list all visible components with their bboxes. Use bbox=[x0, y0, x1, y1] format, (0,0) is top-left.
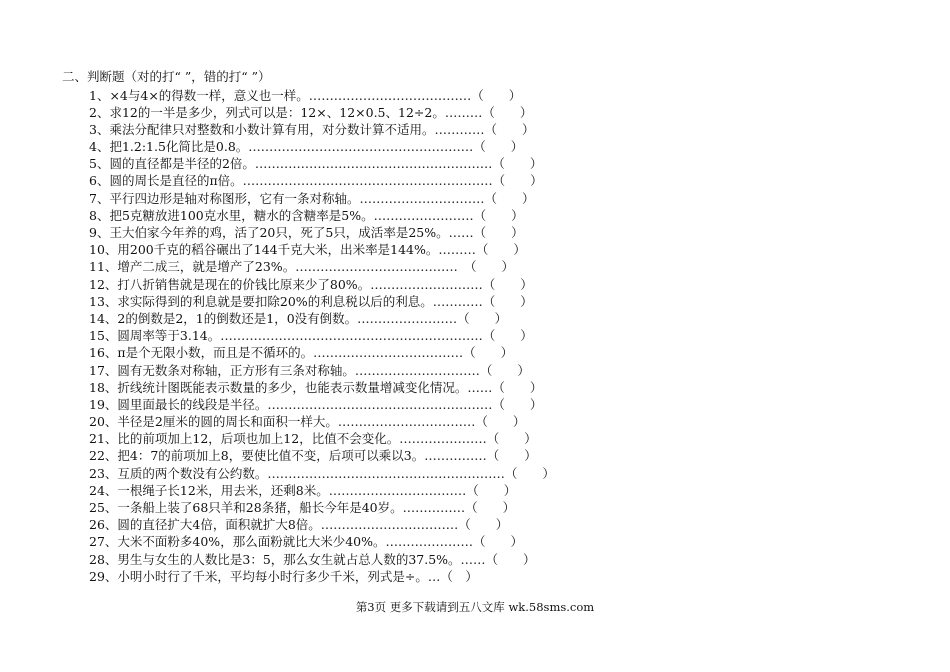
question-item: 16、π是个无限小数，而且是不循环的。………………………………（ ） bbox=[89, 345, 514, 361]
question-item: 4、把1.2:1.5化简比是0.8。………………………………………………（ ） bbox=[89, 139, 524, 155]
section-title: 二、判断题（对的打“ ”，错的打“ ”） bbox=[62, 69, 271, 84]
question-item: 24、一根绳子长12米，用去米，还剩8米。……………………………（ ） bbox=[89, 482, 517, 498]
question-list bbox=[89, 87, 555, 585]
question-item: 20、半径是2厘米的圆的周长和面积一样大。……………………………（ ） bbox=[89, 414, 526, 430]
question-item: 3、乘法分配律只对整数和小数计算有用，对分数计算不适用。…………（ ） bbox=[89, 121, 535, 137]
question-item: 28、男生与女生的人数比是3：5，那么女生就占总人数的37.5%。……（ ） bbox=[89, 551, 536, 567]
question-item: 2、求12的一半是多少，列式可以是：12×、12×0.5、12÷2。………（ ） bbox=[89, 104, 533, 120]
question-item: 6、圆的周长是直径的π倍。……………………………………………………（ ） bbox=[89, 173, 543, 189]
question-item: 12、打八折销售就是现在的价钱比原来少了80%。………………………（ ） bbox=[89, 276, 533, 292]
question-item: 8、把5克糖放进100克水里，糖水的含糖率是5%。……………………（ ） bbox=[89, 207, 524, 223]
question-item: 14、2的倒数是2，1的倒数还是1，0没有倒数。……………………（ ） bbox=[89, 310, 508, 326]
page-footer: 第3页 更多下载请到五八文库 wk.58sms.com bbox=[355, 600, 595, 614]
question-item: 7、平行四边形是轴对称图形，它有一条对称轴。…………………………（ ） bbox=[89, 190, 535, 206]
question-item: 25、一条船上装了68只羊和28条猪，船长今年是40岁。……………（ ） bbox=[89, 500, 516, 515]
question-item: 26、圆的直径扩大4倍，面积就扩大8倍。……………………………（ ） bbox=[89, 517, 509, 533]
question-item: 29、小明小时行了千米，平均每小时行多少千米，列式是÷。…（ ） bbox=[89, 568, 478, 584]
question-item: 11、增产二成三，就是增产了23%。………………………………… （ ） bbox=[89, 259, 514, 275]
question-item: 22、把4：7的前项加上8，要使比值不变，后项可以乘以3。……………（ ） bbox=[89, 448, 537, 464]
question-item: 1、×4与4×的得数一样，意义也一样。…………………………………（ ） bbox=[89, 87, 522, 103]
question-item: 5、圆的直径都是半径的2倍。…………………………………………………（ ） bbox=[89, 156, 543, 172]
question-item: 17、圆有无数条对称轴，正方形有三条对称轴。…………………………（ ） bbox=[89, 362, 530, 378]
question-item: 13、求实际得到的利息就是要扣除20%的利息税以后的利息。…………（ ） bbox=[89, 293, 533, 309]
question-item: 9、王大伯家今年养的鸡，活了20只，死了5只，成活率是25%。……（ ） bbox=[89, 225, 524, 240]
question-item: 23、互质的两个数没有公约数。…………………………………………………（ ） bbox=[89, 465, 555, 481]
question-item: 10、用200千克的稻谷碾出了144千克大米，出米率是144%。………（ ） bbox=[89, 242, 526, 258]
question-item: 18、折线统计图既能表示数量的多少，也能表示数量增减变化情况。……（ ） bbox=[89, 379, 543, 395]
question-item: 21、比的前项加上12，后项也加上12，比值不会变化。…………………（ ） bbox=[89, 431, 537, 447]
question-item: 19、圆里面最长的线段是半径。………………………………………………（ ） bbox=[89, 396, 543, 412]
question-item: 27、大米不面粉多40%，那么面粉就比大米少40%。…………………（ ） bbox=[89, 534, 523, 550]
question-item: 15、圆周率等于3.14。………………………………………………………（ ） bbox=[89, 328, 533, 344]
